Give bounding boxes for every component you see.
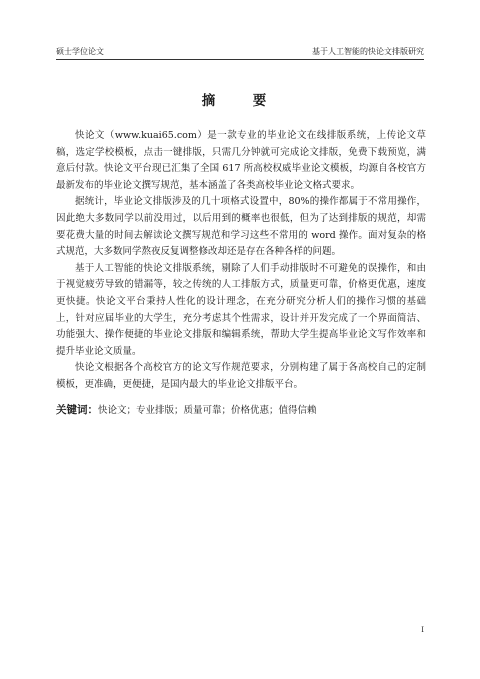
keywords-label: 关键词： (56, 404, 98, 416)
abstract-paragraph: 基于人工智能的快论文排版系统，剔除了人们手动排版时不可避免的误操作，和由于视觉疲劳导致的错漏等，较之传统的人工排版方式，质量更可靠，价格更优惠，速度更快捷。快论文平台秉持人性化的设计理念，在充分研究分析人们的操作习惯的基础上，针对应届毕业的大学生，充分考虑其个性需求，设计并开发完成了一个界面简洁、功能强大、操作便捷的毕业论文排版和编辑系统，帮助大学生提高毕业论文写作效率和提升毕业论文质量。 (56, 262, 426, 357)
header-left-text: 硕士学位论文 (56, 47, 104, 56)
header-divider (56, 59, 424, 60)
abstract-title: 摘 要 (201, 93, 279, 109)
abstract-body (56, 128, 426, 394)
abstract-paragraph: 据统计，毕业论文排版涉及的几十项格式设置中，80%的操作都属于不常用操作，因此绝大多数同学以前没用过，以后用到的概率也很低，但为了达到排版的规范，却需要花费大量的时间去解读论文撰写规范和学习这些不常用的 word 操作。面对复杂的格式规范，大多数同学熬夜反复调整修改却还是存在各种各样的问题。 (56, 196, 426, 258)
keywords-line (56, 402, 426, 419)
abstract-paragraph: 快论文根据各个高校官方的论文写作规范要求，分别构建了属于各高校自己的定制模板，更准确，更便捷，是国内最大的毕业论文排版平台。 (56, 362, 426, 390)
page-number: I (421, 626, 424, 634)
keywords-text: 快论文；专业排版；质量可靠；价格优惠；值得信赖 (98, 405, 317, 416)
abstract-paragraph: 快论文（www.kuai65.com）是一款专业的毕业论文在线排版系统，上传论文草稿，选定学校模板，点击一键排版，只需几分钟就可完成论文排版，免费下载预览，满意后付款。快论文平台现已汇集了全国 617 所高校权威毕业论文模板，均源自各校官方最新发布的毕业论文撰写规范，基本涵盖了各类高校毕业论文格式要求。 (56, 130, 426, 191)
running-header (56, 46, 424, 58)
header-right-text: 基于人工智能的快论文排版研究 (312, 47, 424, 56)
